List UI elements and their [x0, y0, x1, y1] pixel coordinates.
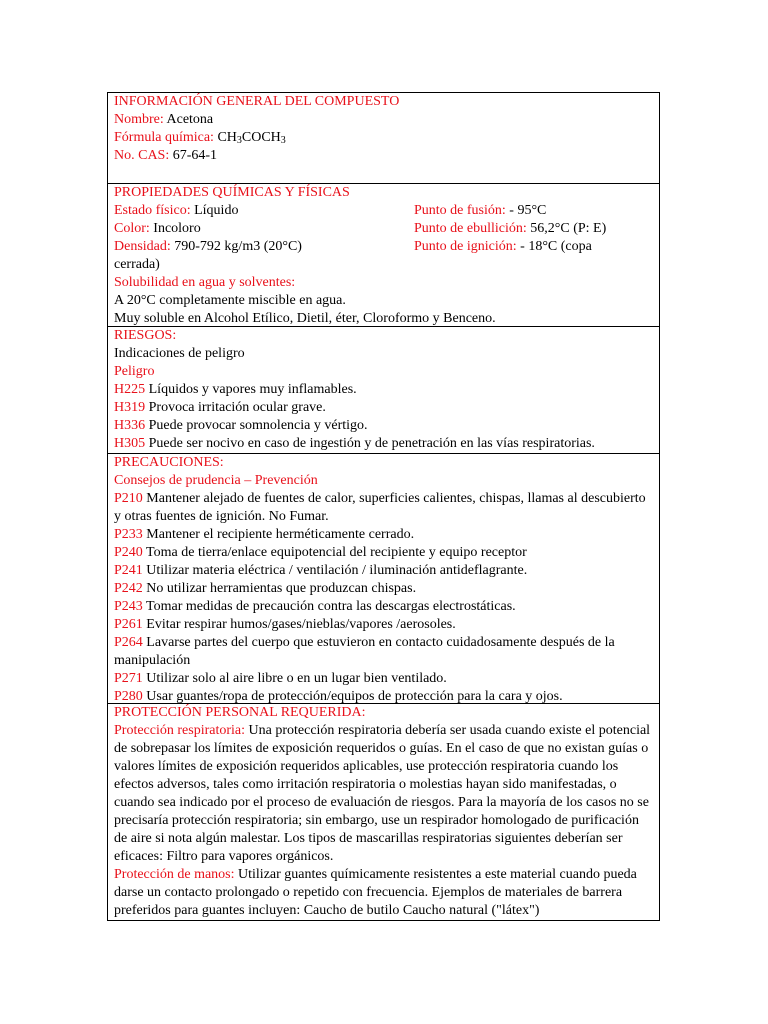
precaution-text: Usar guantes/ropa de protección/equipos de protección para la cara y ojos. [146, 689, 563, 704]
density-value: 790-792 kg/m3 (20°C) [174, 239, 302, 254]
hazard-code: H305 [114, 436, 146, 451]
compound-name-value: Acetona [166, 112, 214, 127]
respiratory-protection-label: Protección respiratoria: [114, 723, 246, 738]
precaution-code: P264 [114, 635, 143, 650]
color-label: Color: [114, 221, 150, 236]
hazard-statement [114, 435, 653, 453]
hazard-text: Líquidos y vapores muy inflamables. [148, 382, 357, 397]
hazard-statement [114, 417, 653, 435]
precaution-statement [114, 580, 653, 598]
ignition-point-value: - 18°C (copa [520, 239, 592, 254]
boiling-point-value: 56,2°C (P: E) [530, 221, 607, 236]
precaution-text: Mantener alejado de fuentes de calor, superficies calientes, chispas, llamas al descubierto y otras fuentes de ignición. No Fumar. [114, 491, 646, 524]
precaution-text: Evitar respirar humos/gases/nieblas/vapores /aerosoles. [146, 617, 456, 632]
precaution-text: Tomar medidas de precaución contra las descargas electrostáticas. [146, 599, 516, 614]
hazard-text: Provoca irritación ocular grave. [148, 400, 326, 415]
hazard-indications-label: Indicaciones de peligro [114, 346, 245, 361]
risks-section [108, 326, 659, 453]
precautions-section [108, 453, 659, 703]
precaution-code: P243 [114, 599, 143, 614]
solubility-line-2: Muy soluble en Alcohol Etílico, Dietil, éter, Cloroformo y Benceno. [114, 311, 496, 326]
precaution-statement [114, 544, 653, 562]
precaution-text: Toma de tierra/enlace equipotencial del recipiente y equipo receptor [146, 545, 527, 560]
solubility-label: Solubilidad en agua y solventes: [114, 275, 296, 290]
cas-number-row [114, 147, 653, 165]
precaution-code: P210 [114, 491, 143, 506]
chemical-formula-value: $CH_3COCH_3$ [217, 130, 286, 146]
precaution-code: P261 [114, 617, 143, 632]
respiratory-protection-text: Una protección respiratoria debería ser usada cuando existe el potencial de sobrepasar los límites de exposición requeridos o guías. En el caso de que no existan guías o valores límites de exposición requeridos aplicables, use protección respiratoria cuando los efectos adversos, tales como irritación respiratoria o molestias hayan sido manifestadas, o cuando sea indicado por el proceso de evaluación de riesgos. Para la mayoría de los casos no se precisaría protección respiratoria; sin embargo, use un respirador homologado de purificación de aire si nota algún malestar. Los tipos de mascarillas respiratorias siguientes deberían ser eficaces: Filtro para vapores orgánicos. [114, 723, 651, 864]
melting-point-label: Punto de fusión: [414, 203, 506, 218]
hazard-code: H225 [114, 382, 146, 397]
properties-section [108, 183, 659, 326]
safety-data-table [107, 92, 660, 921]
hazard-text: Puede ser nocivo en caso de ingestión y de penetración en las vías respiratorias. [148, 436, 595, 451]
precaution-code: P271 [114, 671, 143, 686]
density-label: Densidad: [114, 239, 171, 254]
cas-number-label: No. CAS: [114, 148, 170, 163]
chemical-formula-row [114, 129, 653, 147]
precaution-text: No utilizar herramientas que produzcan chispas. [146, 581, 417, 596]
chemical-formula-label: Fórmula química: [114, 130, 214, 145]
hazard-code: H319 [114, 400, 146, 415]
precaution-statement [114, 598, 653, 616]
precaution-statement [114, 634, 653, 670]
signal-word: Peligro [114, 364, 155, 379]
hazard-statement [114, 399, 653, 417]
hand-protection-text: Utilizar guantes químicamente resistentes a este material cuando pueda darse un contacto prolongado o repetido con frecuencia. Ejemplos de materiales de barrera preferidos para guantes incluyen: Caucho de butilo Caucho natural ("látex") [114, 867, 637, 918]
risks-heading: RIESGOS: [114, 328, 177, 343]
respiratory-protection-paragraph [114, 722, 653, 866]
precaution-code: P240 [114, 545, 143, 560]
color-value: Incoloro [153, 221, 201, 236]
physical-state-value: Líquido [194, 203, 239, 218]
physical-state-label: Estado físico: [114, 203, 191, 218]
precaution-statement [114, 526, 653, 544]
properties-heading: PROPIEDADES QUÍMICAS Y FÍSICAS [114, 185, 350, 200]
protection-section [108, 703, 659, 920]
melting-point-value: - 95°C [509, 203, 547, 218]
hazard-statement [114, 381, 653, 399]
boiling-point-label: Punto de ebullición: [414, 221, 527, 236]
precaution-statement [114, 670, 653, 688]
precaution-statement [114, 562, 653, 580]
precaution-code: P241 [114, 563, 143, 578]
properties-row-2 [114, 220, 653, 238]
precaution-text: Utilizar materia eléctrica / ventilación / iluminación antideflagrante. [146, 563, 528, 578]
compound-name-row [114, 111, 653, 129]
precaution-text: Lavarse partes del cuerpo que estuvieron en contacto cuidadosamente después de la manipulación [114, 635, 615, 668]
general-info-heading: INFORMACIÓN GENERAL DEL COMPUESTO [114, 94, 400, 109]
precaution-text: Mantener el recipiente herméticamente cerrado. [146, 527, 415, 542]
precaution-code: P233 [114, 527, 143, 542]
hazard-code: H336 [114, 418, 146, 433]
cas-number-value: 67-64-1 [172, 148, 218, 163]
precautions-subheading: Consejos de prudencia – Prevención [114, 473, 318, 488]
precaution-statement [114, 616, 653, 634]
compound-name-label: Nombre: [114, 112, 164, 127]
ignition-point-continuation: cerrada) [114, 257, 160, 272]
general-info-section [108, 93, 659, 183]
hand-protection-label: Protección de manos: [114, 867, 235, 882]
precaution-statement [114, 490, 653, 526]
properties-row-1 [114, 202, 653, 220]
hand-protection-paragraph [114, 866, 653, 920]
ignition-point-label: Punto de ignición: [414, 239, 517, 254]
precaution-text: Utilizar solo al aire libre o en un lugar bien ventilado. [146, 671, 447, 686]
precaution-code: P242 [114, 581, 143, 596]
properties-row-3 [114, 238, 653, 256]
solubility-line-1: A 20°C completamente miscible en agua. [114, 293, 346, 308]
precautions-heading: PRECAUCIONES: [114, 455, 224, 470]
precaution-code: P280 [114, 689, 143, 704]
hazard-text: Puede provocar somnolencia y vértigo. [148, 418, 368, 433]
protection-heading: PROTECCIÓN PERSONAL REQUERIDA: [114, 705, 366, 720]
